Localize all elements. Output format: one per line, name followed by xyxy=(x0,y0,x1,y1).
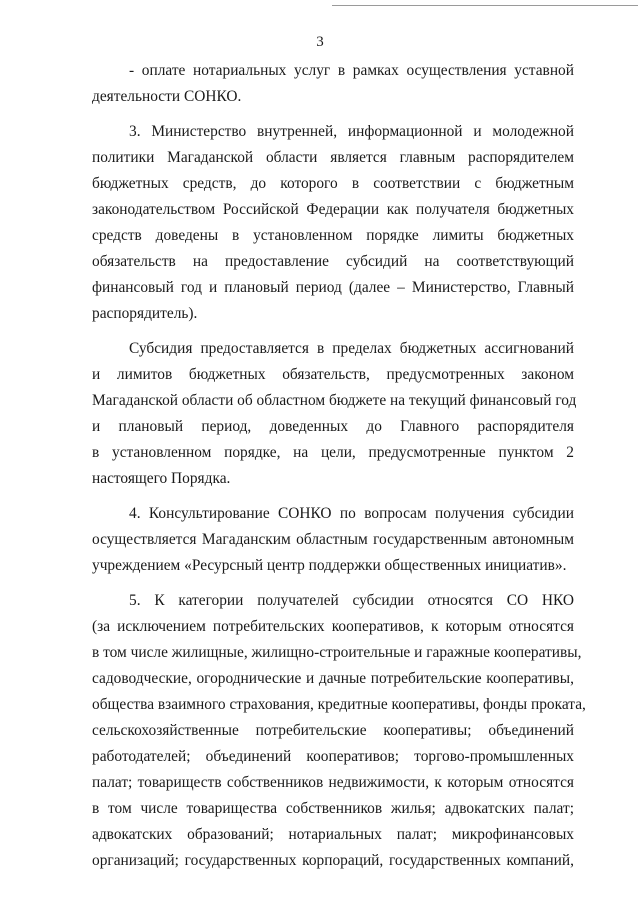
text-line: и лимитов бюджетных обязательств, предусмотренных законом xyxy=(92,366,574,383)
document-body xyxy=(92,58,586,874)
text-line: 5. К категории получателей субсидии относятся СО НКО xyxy=(129,592,574,609)
text-line: работодателей; объединений кооперативов; торгово-промышленных xyxy=(92,748,574,765)
text-line: средств доведены в установленном порядке лимиты бюджетных xyxy=(92,227,574,244)
text-line: общества взаимного страхования, кредитные кооперативы, фонды проката, xyxy=(92,696,586,713)
text-line: бюджетных средств, до которого в соответствии с бюджетным xyxy=(92,175,574,192)
text-line: садоводческие, огороднические и дачные потребительские кооперативы, xyxy=(92,670,574,687)
paragraph-4-consulting xyxy=(92,501,574,579)
top-rule xyxy=(332,5,638,6)
text-line: в установленном порядке, на цели, предусмотренные пунктом 2 xyxy=(92,444,574,461)
text-line: Субсидия предоставляется в пределах бюджетных ассигнований xyxy=(129,340,574,357)
text-line: - оплате нотариальных услуг в рамках осуществления уставной xyxy=(129,62,574,79)
text-line: финансовый год и плановый период (далее – Министерство, Главный xyxy=(92,279,574,296)
text-line: сельскохозяйственные потребительские кооперативы; объединений xyxy=(92,722,574,739)
paragraph-notary-fees xyxy=(92,58,574,110)
page-number: 3 xyxy=(316,34,324,50)
text-line: политики Магаданской области является главным распорядителем xyxy=(92,149,574,166)
text-line: и плановый период, доведенных до Главного распорядителя xyxy=(92,418,574,435)
text-line: в том числе товарищества собственников жилья; адвокатских палат; xyxy=(92,800,574,817)
text-line: обязательств на предоставление субсидий на соответствующий xyxy=(92,253,574,270)
text-line: 4. Консультирование СОНКО по вопросам получения субсидии xyxy=(129,505,574,522)
text-line: деятельности СОНКО. xyxy=(92,88,242,105)
text-line: Магаданской области об областном бюджете на текущий финансовый год xyxy=(92,392,577,409)
text-line: осуществляется Магаданским областным государственным автономным xyxy=(92,531,574,548)
text-line: организаций; государственных корпораций, государственных компаний, xyxy=(92,852,574,869)
text-line: 3. Министерство внутренней, информационной и молодежной xyxy=(129,123,574,140)
text-line: распорядитель). xyxy=(92,305,198,322)
text-line: (за исключением потребительских кооперативов, к которым относятся xyxy=(92,618,574,635)
paragraph-subsidy-limits xyxy=(92,336,577,492)
paragraph-3-ministry xyxy=(92,119,574,327)
text-line: в том числе жилищные, жилищно-строительные и гаражные кооперативы, xyxy=(92,644,582,661)
text-line: учреждением «Ресурсный центр поддержки общественных инициатив». xyxy=(92,557,567,574)
text-line: законодательством Российской Федерации как получателя бюджетных xyxy=(92,201,574,218)
text-line: палат; товариществ собственников недвижимости, к которым относятся xyxy=(92,774,574,791)
text-line: настоящего Порядка. xyxy=(92,470,231,487)
paragraph-5-recipients xyxy=(92,588,586,874)
text-line: адвокатских образований; нотариальных палат; микрофинансовых xyxy=(92,826,574,843)
